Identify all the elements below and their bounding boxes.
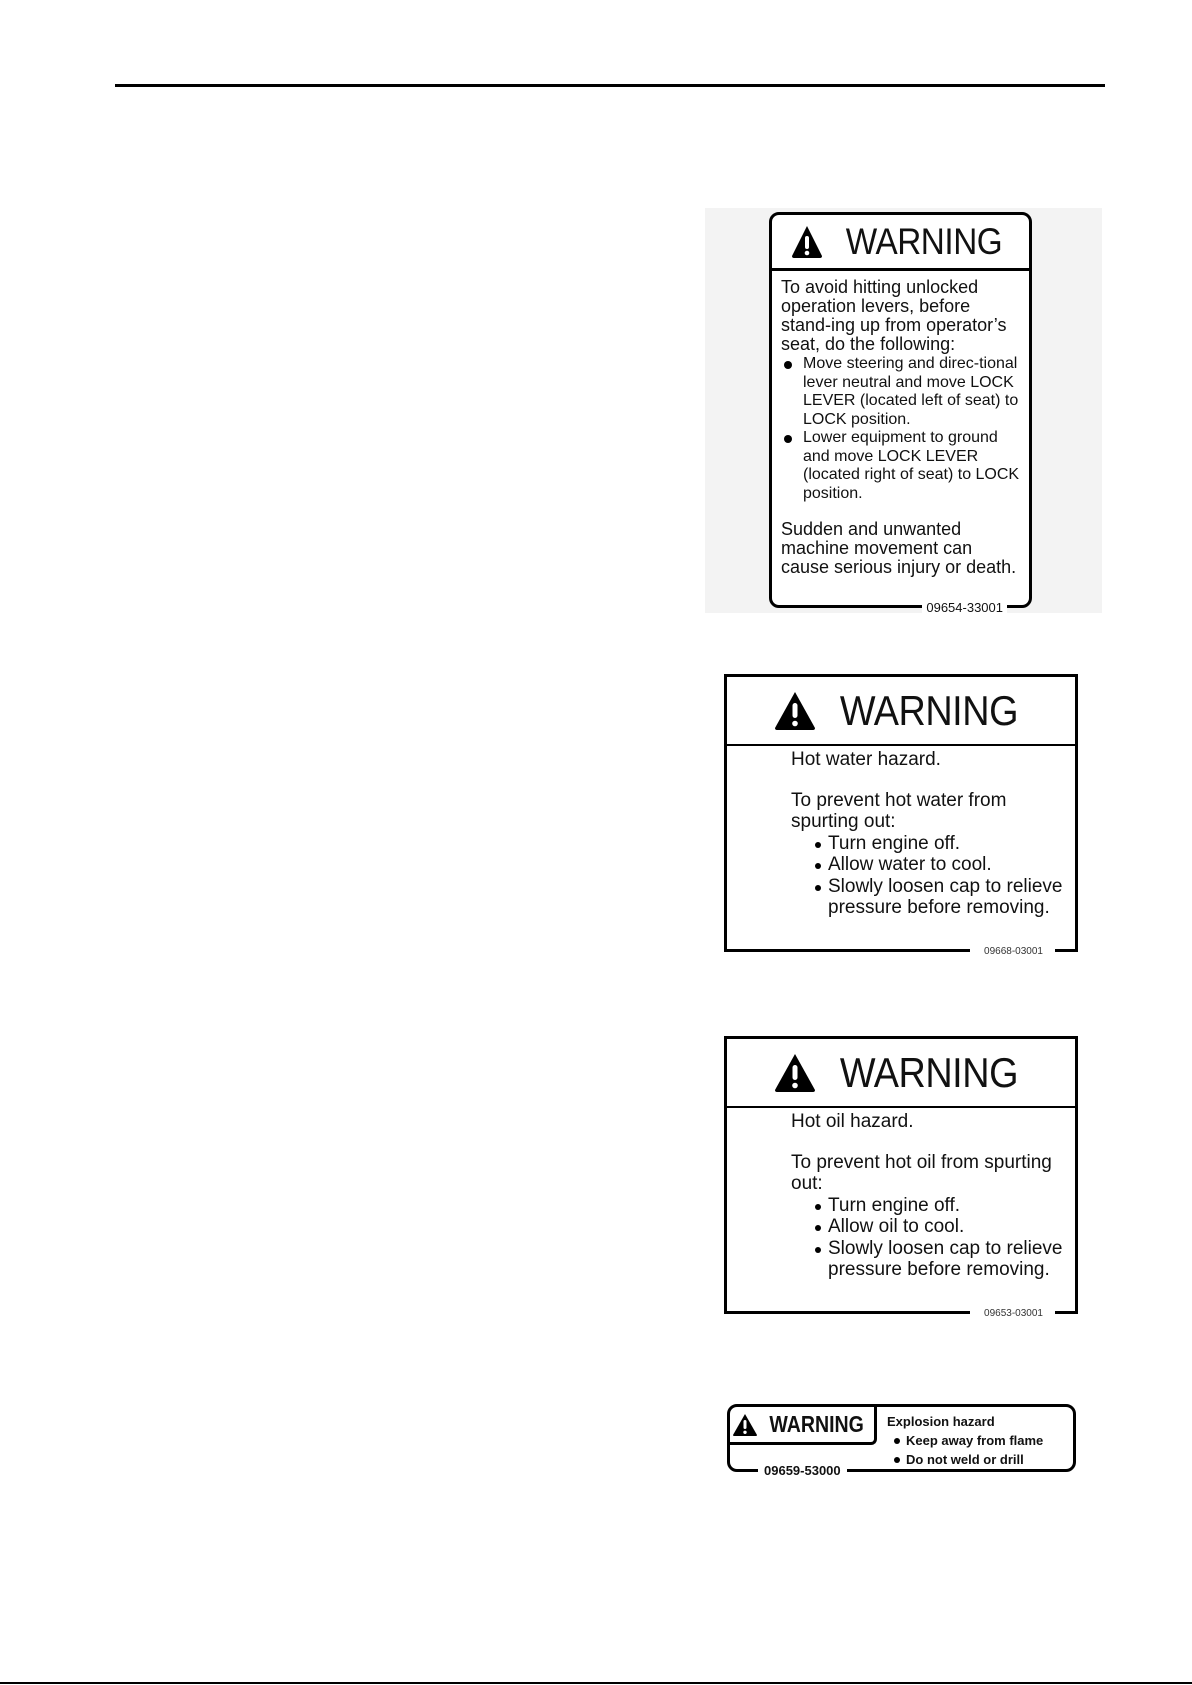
- decal-header: [730, 1407, 877, 1445]
- decal-heading: WARNING: [845, 220, 1002, 262]
- warning-triangle-icon: [732, 1413, 758, 1437]
- footer-rule: [0, 1682, 1192, 1684]
- decal-bullet: Slowly loosen cap to relieve pressure before removing.: [815, 876, 1075, 919]
- warning-decal-lock-lever: [769, 212, 1032, 615]
- decal-bullet-list: [791, 1195, 1075, 1281]
- decal-heading: WARNING: [769, 1411, 864, 1437]
- decal-bullet: Keep away from flame: [893, 1431, 1043, 1450]
- decal-bullet: Allow water to cool.: [815, 854, 1075, 876]
- decal-hazard: Hot oil hazard.: [791, 1111, 914, 1132]
- decal-bullet-list: [887, 1431, 1043, 1469]
- part-number: 09659-53000: [758, 1463, 847, 1478]
- decal-hazard: Explosion hazard: [887, 1414, 995, 1429]
- part-number: 09668-03001: [970, 946, 1055, 957]
- warning-decal-hot-water: [724, 674, 1078, 957]
- header-rule: [115, 84, 1105, 87]
- decal-heading: WARNING: [839, 1048, 1019, 1096]
- part-number: 09654-33001: [922, 600, 1007, 615]
- decal-bullet-list: [781, 355, 1024, 503]
- decal-bullet: Turn engine off.: [815, 1195, 1075, 1217]
- decal-instruction: To prevent hot oil from spurting out:: [791, 1151, 1052, 1194]
- decal-bullet: Do not weld or drill: [893, 1450, 1043, 1469]
- decal-hazard: Hot water hazard.: [791, 749, 941, 770]
- warning-decal-explosion: [727, 1404, 1076, 1478]
- decal-heading: WARNING: [839, 686, 1019, 734]
- warning-triangle-icon: [774, 691, 816, 731]
- decal-header: [727, 1039, 1075, 1108]
- decal-bullet: Turn engine off.: [815, 833, 1075, 855]
- warning-decal-hot-oil: [724, 1036, 1078, 1319]
- part-number: 09653-03001: [970, 1308, 1055, 1319]
- decal-bullet: Slowly loosen cap to relieve pressure before removing.: [815, 1238, 1075, 1281]
- decal-bullet: Allow oil to cool.: [815, 1216, 1075, 1238]
- warning-triangle-icon: [774, 1053, 816, 1093]
- decal-header: [727, 677, 1075, 746]
- decal-header: [772, 215, 1029, 271]
- decal-consequence: Sudden and unwanted machine movement can cause serious injury or death.: [781, 519, 1017, 577]
- decal-instruction: To prevent hot water from spurting out:: [791, 789, 1007, 832]
- decal-bullet-list: [791, 833, 1075, 919]
- decal-bullet: Lower equipment to ground and move LOCK LEVER (located right of seat) to LOCK position.: [781, 429, 1024, 503]
- decal-intro: To avoid hitting unlocked operation levers, before stand-ing up from operator’s seat, do the following:: [781, 277, 1007, 354]
- warning-triangle-icon: [791, 225, 823, 259]
- decal-bullet: Move steering and direc-tional lever neutral and move LOCK LEVER (located left of seat) to LOCK position.: [781, 355, 1024, 429]
